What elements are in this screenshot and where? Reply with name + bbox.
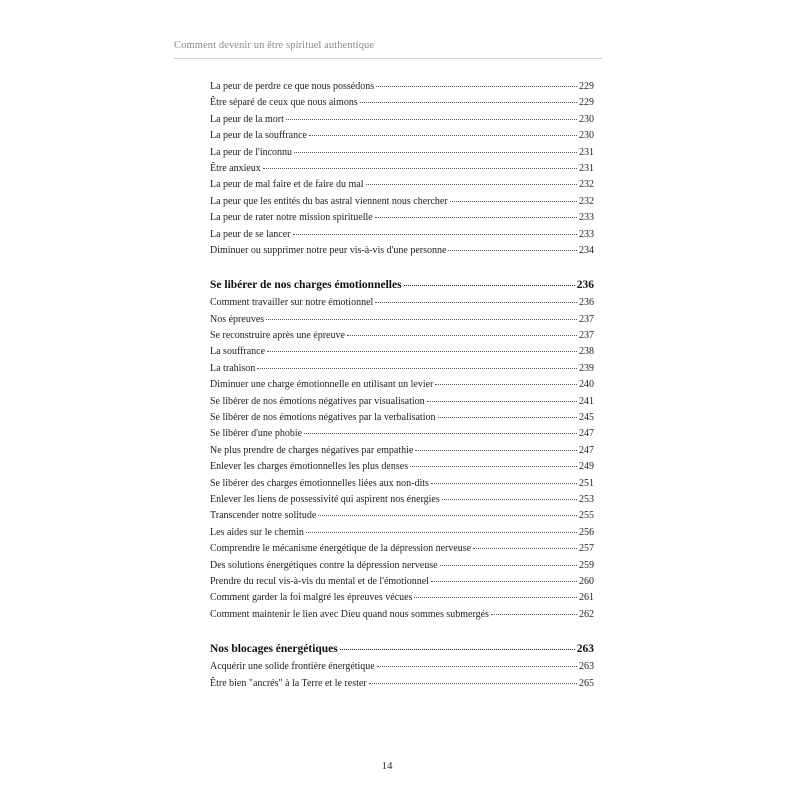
toc-entry xyxy=(210,410,594,426)
chapter-page: 236 xyxy=(576,279,594,292)
dot-leader xyxy=(257,368,577,369)
toc-entry-title: Se libérer des charges émotionnelles liées aux non-dits xyxy=(210,477,429,489)
toc-entry xyxy=(210,112,594,128)
toc-entry xyxy=(210,676,594,692)
toc-entry xyxy=(210,145,594,161)
toc-entry-title: Comment travailler sur notre émotionnel xyxy=(210,297,374,309)
dot-leader xyxy=(431,483,577,484)
toc-entry-page: 229 xyxy=(579,97,594,109)
toc-entry xyxy=(210,558,594,574)
toc-entry-page: 234 xyxy=(579,244,594,256)
toc-entry-title: Acquérir une solide frontière énergétique xyxy=(210,661,375,673)
dot-leader xyxy=(442,499,577,500)
dot-leader xyxy=(415,450,577,451)
toc-entry-title: Comment maintenir le lien avec Dieu quand nous sommes submergés xyxy=(210,608,489,620)
toc-entry-page: 232 xyxy=(579,195,594,207)
dot-leader xyxy=(318,515,577,516)
toc-entry-page: 245 xyxy=(579,412,594,424)
toc-entry-title: Être bien "ancrés" à la Terre et le rester xyxy=(210,677,367,689)
toc-section-fears xyxy=(210,79,594,259)
toc-entry-title: Diminuer ou supprimer notre peur vis-à-vis d'une personne xyxy=(210,244,447,256)
dot-leader xyxy=(431,581,577,582)
toc-entry-title: Ne plus prendre de charges négatives par empathie xyxy=(210,444,414,456)
section-spacer xyxy=(210,623,594,639)
toc-entry xyxy=(210,508,594,524)
dot-leader xyxy=(473,548,577,549)
dot-leader xyxy=(414,597,577,598)
toc-entry-title: La peur de rater notre mission spirituelle xyxy=(210,212,373,224)
toc-entry-title: Être anxieux xyxy=(210,162,261,174)
toc-entry-page: 259 xyxy=(579,559,594,571)
toc-entry-title: Diminuer une charge émotionnelle en utilisant un levier xyxy=(210,379,434,391)
dot-leader xyxy=(266,319,577,320)
toc-entry-title: Enlever les charges émotionnelles les plus denses xyxy=(210,461,409,473)
toc-entry xyxy=(210,541,594,557)
dot-leader xyxy=(435,384,577,385)
dot-leader xyxy=(369,683,577,684)
toc-chapter-heading xyxy=(210,275,594,295)
toc-entry-title: La peur de la mort xyxy=(210,113,284,125)
dot-leader xyxy=(404,285,575,286)
toc-entry-title: La peur de se lancer xyxy=(210,228,291,240)
dot-leader xyxy=(293,234,577,235)
dot-leader xyxy=(267,351,577,352)
toc-entry-page: 231 xyxy=(579,162,594,174)
chapter-title: Nos blocages énergétiques xyxy=(210,643,338,656)
toc-entry-title: La peur de perdre ce que nous possédons xyxy=(210,81,375,92)
toc-entry-page: 231 xyxy=(579,146,594,158)
toc-entry-title: La peur de l'inconnu xyxy=(210,146,293,158)
toc-entry-page: 265 xyxy=(579,677,594,689)
toc-entry xyxy=(210,344,594,360)
dot-leader xyxy=(440,565,577,566)
toc-entry-page: 261 xyxy=(579,592,594,604)
dot-leader xyxy=(263,168,577,169)
toc-entry xyxy=(210,95,594,111)
toc-entry xyxy=(210,443,594,459)
chapter-page: 263 xyxy=(576,643,594,656)
section-spacer xyxy=(210,259,594,275)
toc-chapter-heading xyxy=(210,639,594,659)
dot-leader xyxy=(340,649,575,650)
dot-leader xyxy=(448,250,577,251)
toc-entry-title: Nos épreuves xyxy=(210,313,265,325)
dot-leader xyxy=(360,102,577,103)
dot-leader xyxy=(450,201,577,202)
toc-entry-title: La peur de mal faire et de faire du mal xyxy=(210,179,364,191)
toc-entry-page: 249 xyxy=(579,461,594,473)
toc-entry xyxy=(210,607,594,623)
toc-entry-page: 238 xyxy=(579,346,594,358)
toc-entry xyxy=(210,194,594,210)
toc-entry xyxy=(210,295,594,311)
toc-entry-page: 237 xyxy=(579,313,594,325)
toc-entry xyxy=(210,79,594,95)
chapter-title: Se libérer de nos charges émotionnelles xyxy=(210,279,402,292)
toc-entry-page: 229 xyxy=(579,81,594,92)
toc-entry xyxy=(210,590,594,606)
toc-entry xyxy=(210,377,594,393)
toc-entry-page: 237 xyxy=(579,330,594,342)
toc-section-blockages xyxy=(210,659,594,692)
toc-entry-page: 233 xyxy=(579,212,594,224)
dot-leader xyxy=(304,433,577,434)
toc-entry-page: 263 xyxy=(579,661,594,673)
toc-entry-page: 256 xyxy=(579,526,594,538)
dot-leader xyxy=(347,335,577,336)
dot-leader xyxy=(286,119,577,120)
toc-entry-page: 232 xyxy=(579,179,594,191)
dot-leader xyxy=(294,152,577,153)
dot-leader xyxy=(366,184,577,185)
toc-entry-title: Comprendre le mécanisme énergétique de la dépression nerveuse xyxy=(210,543,472,555)
toc-entry xyxy=(210,476,594,492)
toc-entry xyxy=(210,177,594,193)
toc-entry-page: 240 xyxy=(579,379,594,391)
toc-entry-page: 233 xyxy=(579,228,594,240)
toc-entry xyxy=(210,574,594,590)
toc-entry-page: 230 xyxy=(579,130,594,142)
dot-leader xyxy=(410,466,577,467)
running-header: Comment devenir un être spirituel authentique xyxy=(174,40,375,51)
toc-entry-title: Transcender notre solitude xyxy=(210,510,317,522)
dot-leader xyxy=(375,217,577,218)
toc-entry-page: 251 xyxy=(579,477,594,489)
toc-entry-title: Se libérer de nos émotions négatives par visualisation xyxy=(210,395,425,407)
toc-entry-page: 257 xyxy=(579,543,594,555)
toc-entry-title: Se libérer d'une phobie xyxy=(210,428,303,440)
toc-entry xyxy=(210,243,594,259)
toc-entry-title: La peur de la souffrance xyxy=(210,130,307,142)
toc-entry-page: 247 xyxy=(579,444,594,456)
toc-section-emotions xyxy=(210,295,594,623)
toc-entry-page: 255 xyxy=(579,510,594,522)
toc-entry-page: 241 xyxy=(579,395,594,407)
dot-leader xyxy=(306,532,577,533)
toc-entry xyxy=(210,210,594,226)
toc-entry xyxy=(210,492,594,508)
toc-entry-title: La souffrance xyxy=(210,346,266,358)
toc-entry xyxy=(210,659,594,675)
toc-entry xyxy=(210,312,594,328)
dot-leader xyxy=(438,417,578,418)
toc-entry xyxy=(210,161,594,177)
toc-entry-title: Prendre du recul vis-à-vis du mental et de l'émotionnel xyxy=(210,575,429,587)
toc-entry xyxy=(210,459,594,475)
toc-entry xyxy=(210,128,594,144)
toc-entry-page: 239 xyxy=(579,362,594,374)
toc-entry-title: Des solutions énergétiques contre la dépression nerveuse xyxy=(210,559,438,571)
page-number: 14 xyxy=(381,760,393,772)
dot-leader xyxy=(309,135,577,136)
toc-entry xyxy=(210,525,594,541)
toc-entry-title: Être séparé de ceux que nous aimons xyxy=(210,97,358,109)
toc-entry xyxy=(210,227,594,243)
dot-leader xyxy=(491,614,577,615)
table-of-contents xyxy=(210,79,594,692)
toc-entry-title: Se reconstruire après une épreuve xyxy=(210,330,345,342)
dot-leader xyxy=(375,302,577,303)
toc-entry-title: Comment garder la foi malgré les épreuves vécues xyxy=(210,592,413,604)
header-rule xyxy=(174,58,602,59)
toc-entry-title: Enlever les liens de possessivité qui aspirent nos énergies xyxy=(210,493,440,505)
toc-entry-page: 230 xyxy=(579,113,594,125)
toc-entry xyxy=(210,426,594,442)
toc-entry-page: 260 xyxy=(579,575,594,587)
toc-entry xyxy=(210,394,594,410)
toc-entry-page: 236 xyxy=(579,297,594,309)
toc-entry-page: 253 xyxy=(579,493,594,505)
dot-leader xyxy=(377,666,577,667)
toc-entry-title: Se libérer de nos émotions négatives par la verbalisation xyxy=(210,412,436,424)
toc-entry xyxy=(210,328,594,344)
toc-entry-title: La peur que les entités du bas astral viennent nous chercher xyxy=(210,195,448,207)
toc-entry-title: Les aides sur le chemin xyxy=(210,526,304,538)
toc-entry-page: 247 xyxy=(579,428,594,440)
toc-entry-title: La trahison xyxy=(210,362,256,374)
dot-leader xyxy=(376,86,577,87)
toc-entry xyxy=(210,361,594,377)
dot-leader xyxy=(427,401,577,402)
toc-entry-page: 262 xyxy=(579,608,594,620)
